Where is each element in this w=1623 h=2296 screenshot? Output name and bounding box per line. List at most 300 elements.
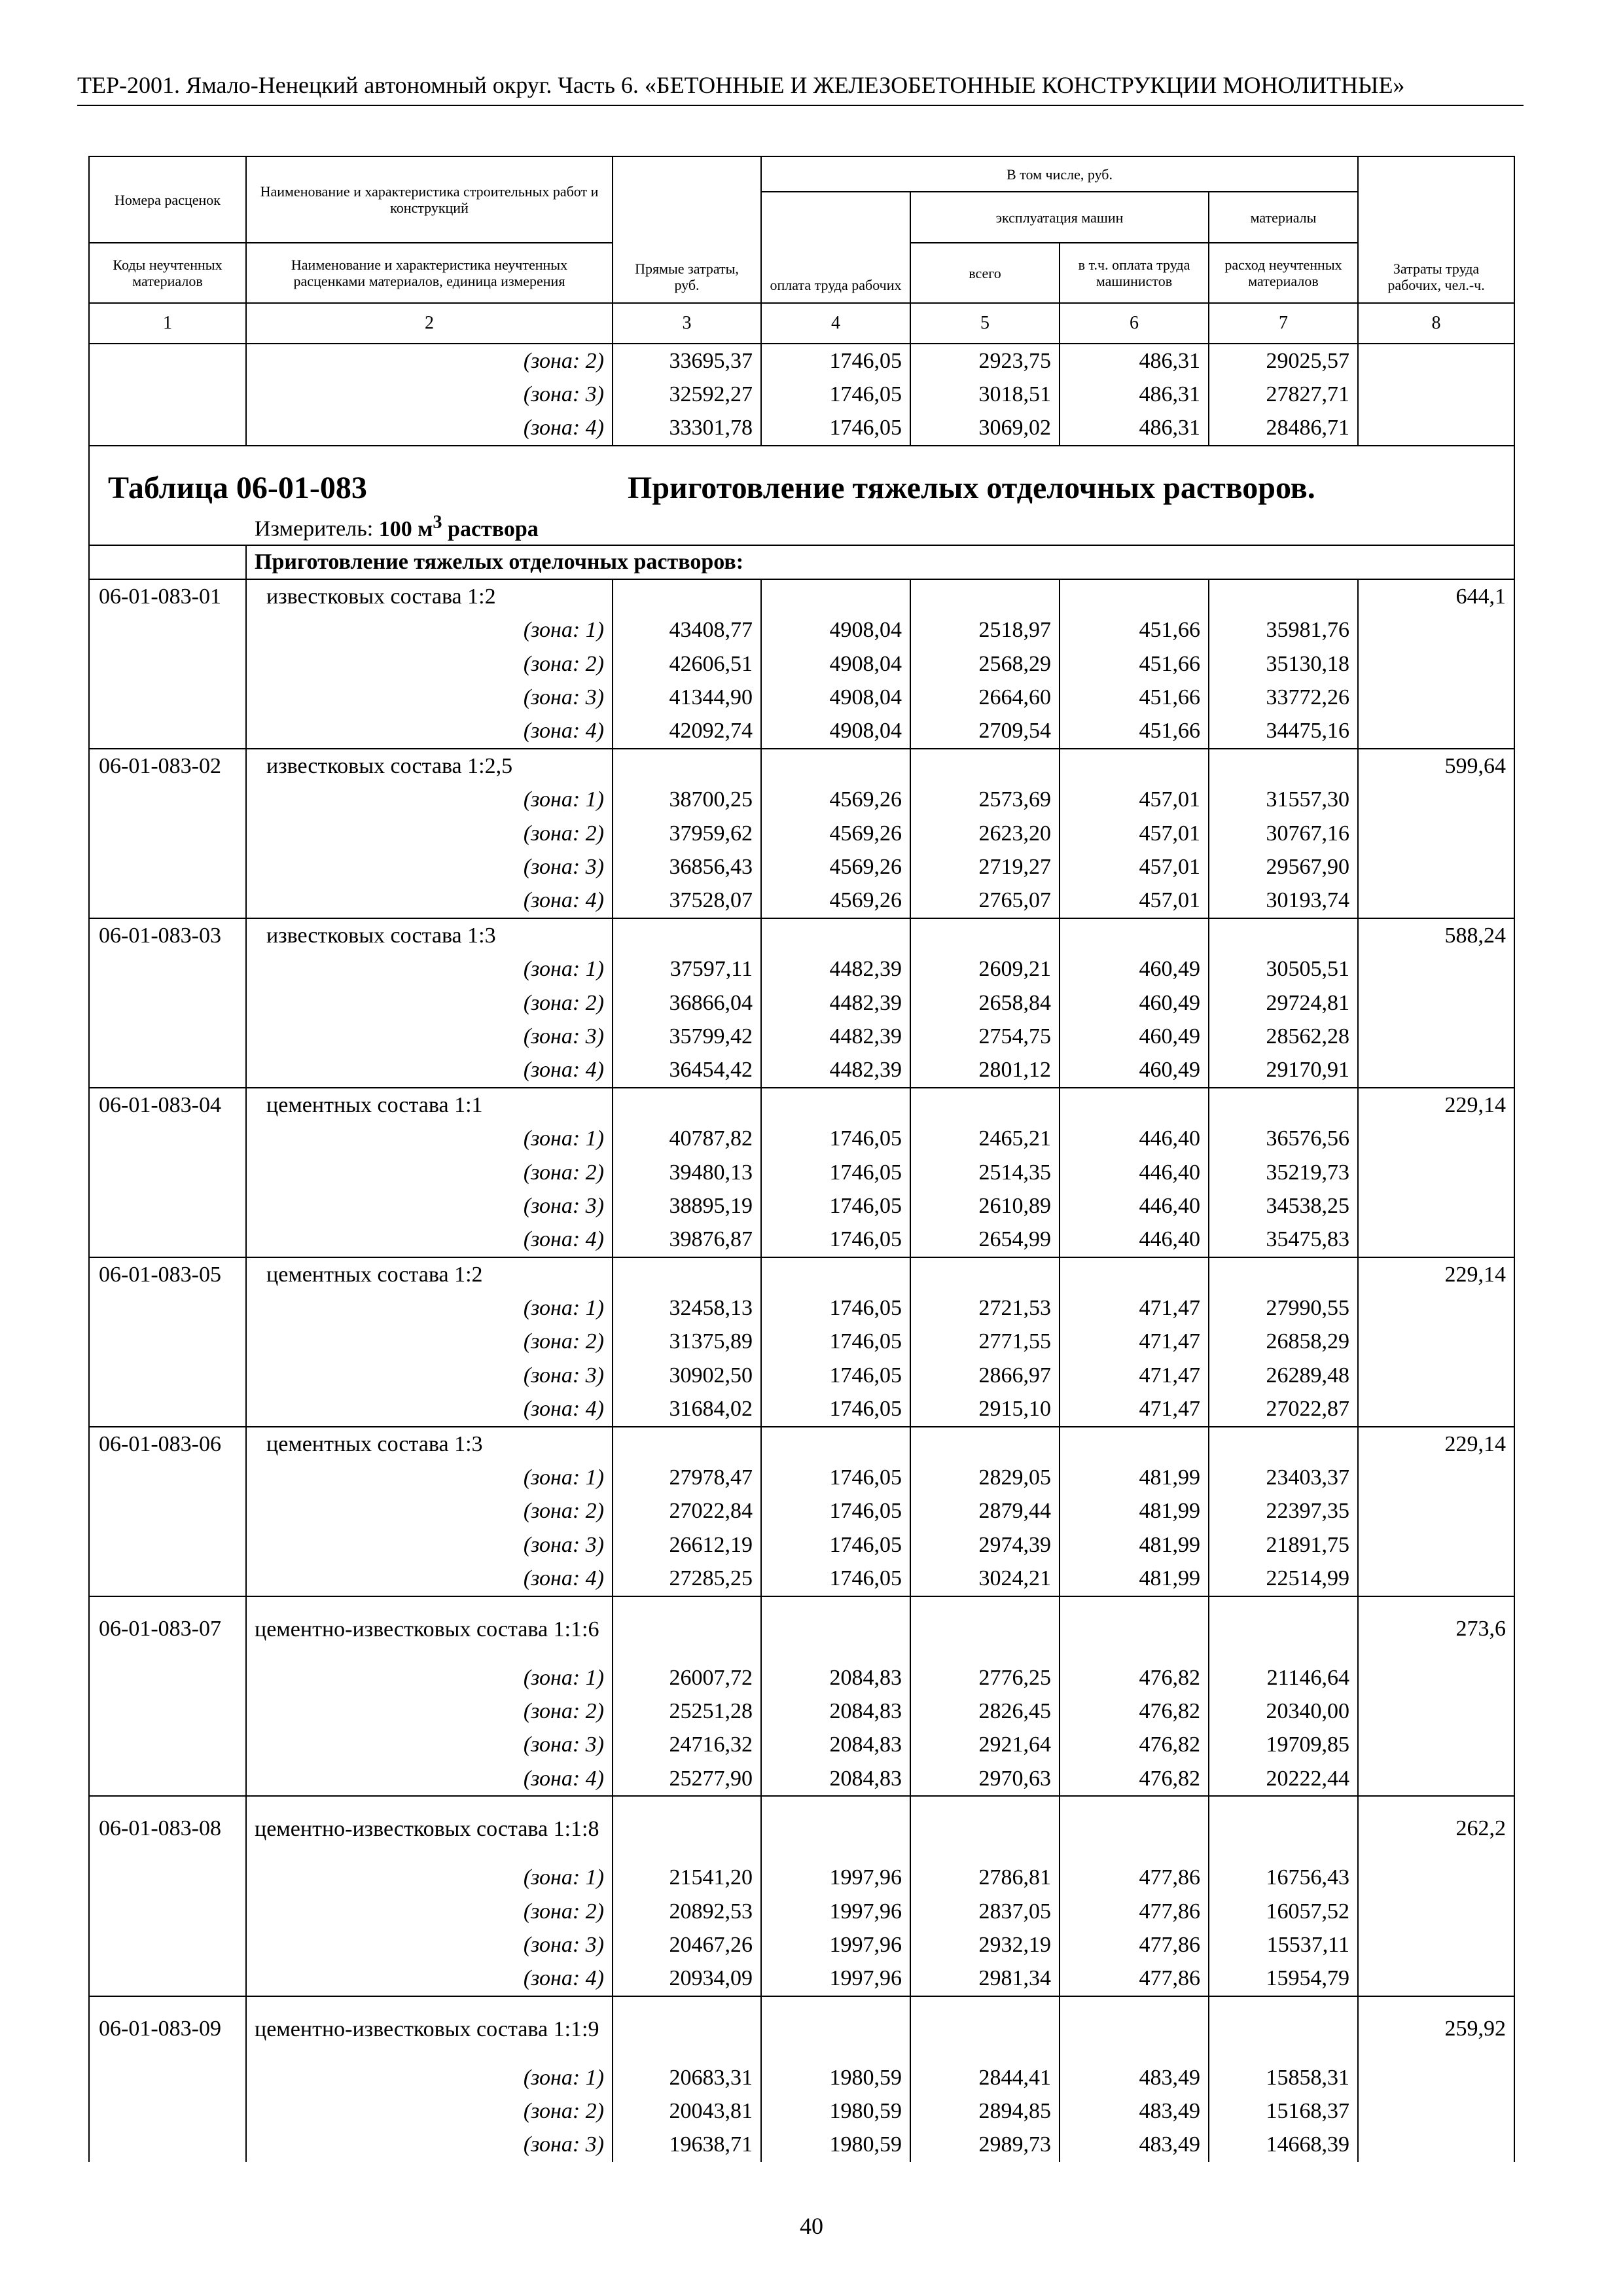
labor-cell (1358, 1393, 1514, 1427)
value-cell: 31557,30 (1209, 783, 1358, 817)
labor-cell (1358, 850, 1514, 884)
value-cell: 35130,18 (1209, 647, 1358, 681)
value-cell: 41344,90 (613, 681, 761, 714)
value-cell: 2844,41 (910, 2061, 1060, 2094)
value-cell: 483,49 (1060, 2094, 1209, 2128)
value-cell: 1746,05 (761, 1122, 910, 1155)
code-cell (89, 986, 246, 1020)
value-cell: 3018,51 (910, 378, 1060, 411)
column-number: 3 (613, 303, 761, 344)
value-cell: 451,66 (1060, 647, 1209, 681)
empty-cell (613, 1427, 761, 1461)
labor-cell (1358, 1861, 1514, 1894)
code-cell (89, 412, 246, 446)
value-cell: 481,99 (1060, 1528, 1209, 1562)
value-cell: 486,31 (1060, 344, 1209, 378)
labor-cell (1358, 1695, 1514, 1728)
value-cell: 36856,43 (613, 850, 761, 884)
value-cell: 446,40 (1060, 1189, 1209, 1223)
code-cell (89, 1928, 246, 1962)
value-cell: 486,31 (1060, 412, 1209, 446)
value-cell: 28562,28 (1209, 1020, 1358, 1053)
value-cell: 1746,05 (761, 1359, 910, 1392)
value-cell: 31684,02 (613, 1393, 761, 1427)
empty-cell (613, 1088, 761, 1122)
empty-cell (1209, 1257, 1358, 1291)
zone-label: (зона: 2) (246, 1325, 613, 1359)
value-cell: 483,49 (1060, 2128, 1209, 2162)
value-cell: 2658,84 (910, 986, 1060, 1020)
value-cell: 1980,59 (761, 2061, 910, 2094)
value-cell: 38700,25 (613, 783, 761, 817)
value-cell: 1746,05 (761, 344, 910, 378)
code-cell (89, 1291, 246, 1325)
rate-items (89, 579, 1514, 2162)
zone-row (89, 1325, 1514, 1359)
code-cell (89, 1528, 246, 1562)
value-cell: 33695,37 (613, 344, 761, 378)
code-cell (89, 1895, 246, 1928)
value-cell: 2754,75 (910, 1020, 1060, 1053)
value-cell: 29567,90 (1209, 850, 1358, 884)
value-cell: 15954,79 (1209, 1962, 1358, 1996)
value-cell: 1746,05 (761, 1528, 910, 1562)
labor-cell (1358, 1661, 1514, 1695)
value-cell: 30505,51 (1209, 952, 1358, 986)
value-cell: 35799,42 (613, 1020, 761, 1053)
zone-row (89, 1359, 1514, 1392)
table-number: Таблица 06-01-083 (108, 471, 367, 506)
zone-row (89, 1291, 1514, 1325)
value-cell: 2609,21 (910, 952, 1060, 986)
zone-label: (зона: 1) (246, 1861, 613, 1894)
labor-cell (1358, 1928, 1514, 1962)
code-cell (89, 1562, 246, 1596)
labor-cell (1358, 1359, 1514, 1392)
empty-cell (761, 1427, 910, 1461)
labor-cost: 262,2 (1358, 1796, 1514, 1861)
value-cell: 22397,35 (1209, 1495, 1358, 1528)
value-cell: 27285,25 (613, 1562, 761, 1596)
zone-label: (зона: 3) (246, 1528, 613, 1562)
zone-label: (зона: 1) (246, 1461, 613, 1494)
labor-cell (1358, 1189, 1514, 1223)
value-cell: 1746,05 (761, 1156, 910, 1189)
zone-label: (зона: 3) (246, 378, 613, 411)
empty-cell (910, 1596, 1060, 1661)
labor-cell (1358, 1291, 1514, 1325)
empty-cell (1209, 579, 1358, 613)
code-cell (89, 817, 246, 850)
value-cell: 457,01 (1060, 884, 1209, 918)
value-cell: 2719,27 (910, 850, 1060, 884)
section-title: Приготовление тяжелых отделочных растворов: (246, 545, 1514, 579)
table-row (89, 412, 1514, 446)
zone-row (89, 2094, 1514, 2128)
value-cell: 37528,07 (613, 884, 761, 918)
header-material-consumption: расход неучтенных материалов (1209, 243, 1358, 303)
code-cell (89, 2061, 246, 2094)
value-cell: 20340,00 (1209, 1695, 1358, 1728)
value-cell: 471,47 (1060, 1359, 1209, 1392)
zone-label: (зона: 4) (246, 715, 613, 749)
labor-cost: 644,1 (1358, 579, 1514, 613)
labor-cell (1358, 952, 1514, 986)
labor-cell (1358, 1729, 1514, 1762)
value-cell: 20043,81 (613, 2094, 761, 2128)
value-cell: 2826,45 (910, 1695, 1060, 1728)
zone-label: (зона: 3) (246, 2128, 613, 2162)
zone-row (89, 1189, 1514, 1223)
value-cell: 1980,59 (761, 2128, 910, 2162)
value-cell: 22514,99 (1209, 1562, 1358, 1596)
value-cell: 16057,52 (1209, 1895, 1358, 1928)
value-cell: 33301,78 (613, 412, 761, 446)
value-cell: 476,82 (1060, 1729, 1209, 1762)
zone-row (89, 1895, 1514, 1928)
empty-cell (761, 1257, 910, 1291)
code-cell (89, 344, 246, 378)
value-cell: 32458,13 (613, 1291, 761, 1325)
value-cell: 2970,63 (910, 1762, 1060, 1796)
value-cell: 457,01 (1060, 850, 1209, 884)
empty-cell (910, 1088, 1060, 1122)
value-cell: 29170,91 (1209, 1054, 1358, 1088)
rate-code: 06-01-083-09 (89, 1996, 246, 2061)
zone-label: (зона: 4) (246, 884, 613, 918)
value-cell: 486,31 (1060, 378, 1209, 411)
value-cell: 20683,31 (613, 2061, 761, 2094)
value-cell: 4482,39 (761, 952, 910, 986)
labor-cell (1358, 2128, 1514, 2162)
zone-row (89, 647, 1514, 681)
value-cell: 40787,82 (613, 1122, 761, 1155)
empty-cell (761, 1996, 910, 2061)
value-cell: 2765,07 (910, 884, 1060, 918)
rate-code: 06-01-083-06 (89, 1427, 246, 1461)
empty-cell (613, 1257, 761, 1291)
empty-cell (1060, 749, 1209, 783)
zone-label: (зона: 3) (246, 1928, 613, 1962)
value-cell: 4482,39 (761, 1020, 910, 1053)
zone-label: (зона: 2) (246, 1695, 613, 1728)
value-cell: 21891,75 (1209, 1528, 1358, 1562)
value-cell: 451,66 (1060, 681, 1209, 714)
labor-cell (1358, 1461, 1514, 1494)
value-cell: 1746,05 (761, 1291, 910, 1325)
value-cell: 30193,74 (1209, 884, 1358, 918)
column-number: 4 (761, 303, 910, 344)
value-cell: 36576,56 (1209, 1122, 1358, 1155)
zone-label: (зона: 3) (246, 1020, 613, 1053)
zone-row (89, 1762, 1514, 1796)
value-cell: 4908,04 (761, 614, 910, 647)
empty-cell (1209, 749, 1358, 783)
labor-cell (1358, 614, 1514, 647)
value-cell: 2664,60 (910, 681, 1060, 714)
value-cell: 460,49 (1060, 1054, 1209, 1088)
labor-cell (1358, 1325, 1514, 1359)
value-cell: 4908,04 (761, 715, 910, 749)
empty-cell (1209, 1088, 1358, 1122)
value-cell: 481,99 (1060, 1461, 1209, 1494)
zone-label: (зона: 3) (246, 1729, 613, 1762)
empty-cell (1060, 1088, 1209, 1122)
labor-cell (1358, 344, 1514, 378)
labor-cell (1358, 1562, 1514, 1596)
value-cell: 15858,31 (1209, 2061, 1358, 2094)
value-cell: 35219,73 (1209, 1156, 1358, 1189)
value-cell: 451,66 (1060, 614, 1209, 647)
rate-code: 06-01-083-02 (89, 749, 246, 783)
header-material-codes: Коды неучтенных материалов (89, 243, 246, 303)
zone-label: (зона: 4) (246, 1962, 613, 1996)
zone-label: (зона: 2) (246, 986, 613, 1020)
labor-cell (1358, 715, 1514, 749)
value-cell: 2981,34 (910, 1962, 1060, 1996)
code-cell (89, 1359, 246, 1392)
labor-cost: 229,14 (1358, 1088, 1514, 1122)
value-cell: 33772,26 (1209, 681, 1358, 714)
value-cell: 14668,39 (1209, 2128, 1358, 2162)
value-cell: 21146,64 (1209, 1661, 1358, 1695)
value-cell: 1997,96 (761, 1861, 910, 1894)
value-cell: 35981,76 (1209, 614, 1358, 647)
empty-cell (910, 1996, 1060, 2061)
value-cell: 471,47 (1060, 1393, 1209, 1427)
code-cell (89, 1495, 246, 1528)
value-cell: 2709,54 (910, 715, 1060, 749)
header-material-names: Наименование и характеристика неучтенных расценками материалов, единица измерения (246, 243, 613, 303)
rate-code: 06-01-083-05 (89, 1257, 246, 1291)
value-cell: 1746,05 (761, 1461, 910, 1494)
empty-cell (910, 579, 1060, 613)
code-cell (89, 1054, 246, 1088)
rate-name: цементных состава 1:2 (246, 1257, 613, 1291)
header-materials: материалы (1209, 192, 1358, 243)
header-labor-costs: Затраты труда рабочих, чел.-ч. (1358, 156, 1514, 303)
value-cell: 28486,71 (1209, 412, 1358, 446)
column-number: 8 (1358, 303, 1514, 344)
empty-cell (761, 1796, 910, 1861)
rate-code: 06-01-083-04 (89, 1088, 246, 1122)
rate-code: 06-01-083-07 (89, 1596, 246, 1661)
zone-row (89, 2061, 1514, 2094)
value-cell: 446,40 (1060, 1156, 1209, 1189)
value-cell: 26858,29 (1209, 1325, 1358, 1359)
value-cell: 31375,89 (613, 1325, 761, 1359)
value-cell: 43408,77 (613, 614, 761, 647)
code-cell (89, 2128, 246, 2162)
labor-cost: 588,24 (1358, 918, 1514, 952)
code-cell (89, 1461, 246, 1494)
rate-item-row (89, 1596, 1514, 1661)
rates-table (88, 156, 1515, 2162)
value-cell: 42092,74 (613, 715, 761, 749)
zone-label: (зона: 4) (246, 1762, 613, 1796)
value-cell: 1746,05 (761, 378, 910, 411)
value-cell: 2974,39 (910, 1528, 1060, 1562)
value-cell: 481,99 (1060, 1495, 1209, 1528)
value-cell: 476,82 (1060, 1762, 1209, 1796)
value-cell: 20934,09 (613, 1962, 761, 1996)
zone-row (89, 1461, 1514, 1494)
empty-cell (1060, 1257, 1209, 1291)
value-cell: 3024,21 (910, 1562, 1060, 1596)
page-header: ТЕР-2001. Ямало-Ненецкий автономный округ. Часть 6. «БЕТОННЫЕ И ЖЕЛЕЗОБЕТОННЫЕ КОНСТРУКЦИИ МОНОЛИТНЫЕ» (77, 71, 1524, 106)
code-cell (89, 1122, 246, 1155)
zone-row (89, 817, 1514, 850)
zone-label: (зона: 1) (246, 2061, 613, 2094)
value-cell: 4908,04 (761, 681, 910, 714)
zone-label: (зона: 4) (246, 1562, 613, 1596)
value-cell: 477,86 (1060, 1861, 1209, 1894)
empty-cell (910, 1427, 1060, 1461)
value-cell: 4569,26 (761, 783, 910, 817)
zone-row (89, 884, 1514, 918)
value-cell: 460,49 (1060, 1020, 1209, 1053)
code-cell (89, 884, 246, 918)
value-cell: 27990,55 (1209, 1291, 1358, 1325)
labor-cell (1358, 2094, 1514, 2128)
labor-cell (1358, 1962, 1514, 1996)
rate-item-row (89, 918, 1514, 952)
value-cell: 36454,42 (613, 1054, 761, 1088)
empty-cell (1060, 1427, 1209, 1461)
value-cell: 1746,05 (761, 1325, 910, 1359)
rate-name: цементно-известковых состава 1:1:6 (246, 1596, 613, 1661)
value-cell: 42606,51 (613, 647, 761, 681)
value-cell: 2465,21 (910, 1122, 1060, 1155)
value-cell: 2518,97 (910, 614, 1060, 647)
value-cell: 2989,73 (910, 2128, 1060, 2162)
rate-code: 06-01-083-03 (89, 918, 246, 952)
empty-cell (1209, 1996, 1358, 2061)
labor-cost: 259,92 (1358, 1996, 1514, 2061)
value-cell: 2610,89 (910, 1189, 1060, 1223)
value-cell: 2801,12 (910, 1054, 1060, 1088)
code-cell (89, 850, 246, 884)
table-row (89, 344, 1514, 378)
code-cell (89, 1020, 246, 1053)
rate-item-row (89, 749, 1514, 783)
zone-label: (зона: 3) (246, 1189, 613, 1223)
zone-label: (зона: 2) (246, 344, 613, 378)
previous-rows (89, 344, 1514, 446)
labor-cost: 229,14 (1358, 1257, 1514, 1291)
code-cell (89, 1962, 246, 1996)
zone-label: (зона: 1) (246, 1122, 613, 1155)
zone-row (89, 1122, 1514, 1155)
value-cell: 457,01 (1060, 817, 1209, 850)
code-cell (89, 378, 246, 411)
empty-cell (1209, 1596, 1358, 1661)
value-cell: 483,49 (1060, 2061, 1209, 2094)
zone-row (89, 1861, 1514, 1894)
rate-code: 06-01-083-08 (89, 1796, 246, 1861)
labor-cell (1358, 1020, 1514, 1053)
zone-label: (зона: 3) (246, 1359, 613, 1392)
value-cell: 446,40 (1060, 1223, 1209, 1257)
zone-label: (зона: 1) (246, 1661, 613, 1695)
value-cell: 2894,85 (910, 2094, 1060, 2128)
value-cell: 38895,19 (613, 1189, 761, 1223)
zone-label: (зона: 4) (246, 1223, 613, 1257)
zone-row (89, 715, 1514, 749)
empty-cell (1060, 1596, 1209, 1661)
empty-cell (1060, 918, 1209, 952)
column-number: 7 (1209, 303, 1358, 344)
value-cell: 19709,85 (1209, 1729, 1358, 1762)
header-direct-costs: Прямые затраты, руб. (613, 156, 761, 303)
value-cell: 471,47 (1060, 1325, 1209, 1359)
labor-cell (1358, 986, 1514, 1020)
value-cell: 37597,11 (613, 952, 761, 986)
value-cell: 4569,26 (761, 884, 910, 918)
code-cell (89, 1325, 246, 1359)
code-cell (89, 1189, 246, 1223)
labor-cell (1358, 378, 1514, 411)
code-cell (89, 647, 246, 681)
code-cell (89, 1661, 246, 1695)
value-cell: 1746,05 (761, 1223, 910, 1257)
zone-label: (зона: 1) (246, 1291, 613, 1325)
zone-label: (зона: 4) (246, 1393, 613, 1427)
code-cell (89, 1762, 246, 1796)
empty-cell (613, 1796, 761, 1861)
value-cell: 471,47 (1060, 1291, 1209, 1325)
zone-row (89, 1156, 1514, 1189)
value-cell: 29724,81 (1209, 986, 1358, 1020)
zone-row (89, 681, 1514, 714)
empty-cell (613, 1596, 761, 1661)
header-machines-total: всего (910, 243, 1060, 303)
labor-cell (1358, 1762, 1514, 1796)
value-cell: 23403,37 (1209, 1461, 1358, 1494)
value-cell: 3069,02 (910, 412, 1060, 446)
value-cell: 2573,69 (910, 783, 1060, 817)
value-cell: 4908,04 (761, 647, 910, 681)
value-cell: 2514,35 (910, 1156, 1060, 1189)
labor-cell (1358, 1895, 1514, 1928)
rate-name: цементных состава 1:3 (246, 1427, 613, 1461)
value-cell: 451,66 (1060, 715, 1209, 749)
rate-item-row (89, 1088, 1514, 1122)
code-cell (89, 715, 246, 749)
header-work-name: Наименование и характеристика строительных работ и конструкций (246, 156, 613, 243)
value-cell: 24716,32 (613, 1729, 761, 1762)
empty-cell (1209, 1796, 1358, 1861)
value-cell: 34538,25 (1209, 1189, 1358, 1223)
value-cell: 2879,44 (910, 1495, 1060, 1528)
value-cell: 27022,84 (613, 1495, 761, 1528)
labor-cell (1358, 1223, 1514, 1257)
rate-name: цементно-известковых состава 1:1:8 (246, 1796, 613, 1861)
table-meter: Измеритель: 100 $м^3$ раствора (255, 512, 539, 541)
zone-label: (зона: 3) (246, 681, 613, 714)
value-cell: 2084,83 (761, 1762, 910, 1796)
value-cell: 26007,72 (613, 1661, 761, 1695)
labor-cell (1358, 647, 1514, 681)
zone-row (89, 2128, 1514, 2162)
labor-cell (1358, 1054, 1514, 1088)
column-number: 1 (89, 303, 246, 344)
value-cell: 16756,43 (1209, 1861, 1358, 1894)
value-cell: 39480,13 (613, 1156, 761, 1189)
value-cell: 21541,20 (613, 1861, 761, 1894)
value-cell: 1746,05 (761, 412, 910, 446)
rate-name: известковых состава 1:3 (246, 918, 613, 952)
